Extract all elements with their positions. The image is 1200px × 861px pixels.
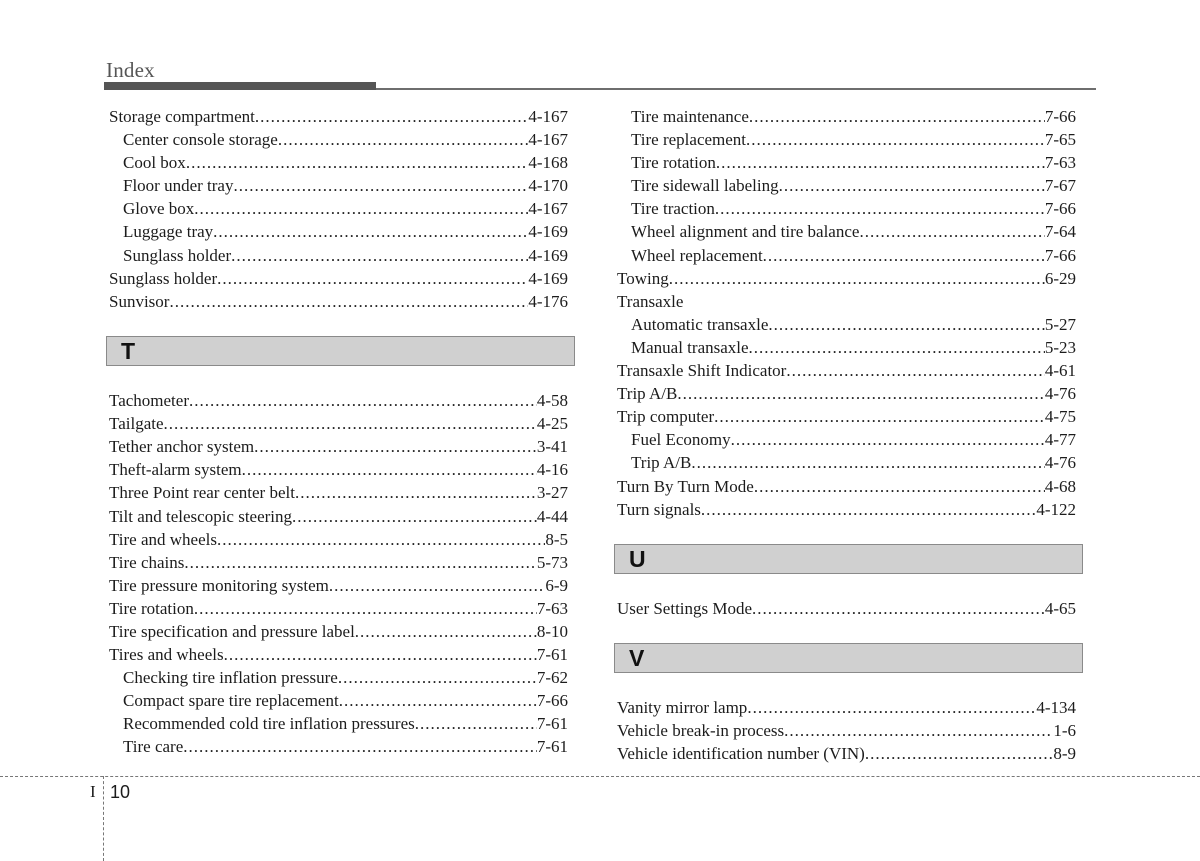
dot-leader [677, 382, 1045, 405]
entry-page-ref: 3-41 [536, 437, 568, 457]
dot-leader [768, 313, 1044, 336]
dot-leader [754, 475, 1045, 498]
entry-label: Turn signals [617, 499, 701, 519]
dot-leader [752, 597, 1045, 620]
entry-page-ref: 7-65 [1044, 130, 1076, 150]
index-subentry [614, 220, 1080, 243]
dot-leader [189, 389, 537, 412]
dot-leader [731, 428, 1045, 451]
index-entry [106, 389, 572, 412]
entry-page-ref: 4-169 [528, 222, 568, 242]
index-entry [614, 498, 1080, 521]
dot-leader [217, 528, 545, 551]
entry-label: Compact spare tire replacement [123, 691, 339, 711]
entry-page-ref: 7-66 [1044, 107, 1076, 126]
dot-leader [183, 735, 537, 758]
entry-label: Tire rotation [631, 153, 716, 173]
index-subentry [614, 105, 1080, 128]
dot-leader [859, 220, 1044, 243]
dot-leader [415, 712, 537, 735]
entry-page-ref: 4-65 [1044, 598, 1076, 618]
index-entry [106, 574, 572, 597]
entry-label: Vehicle identification number (VIN) [617, 744, 865, 764]
index-subentry [106, 666, 572, 689]
dot-leader [254, 435, 537, 458]
entry-page-ref: 1-6 [1053, 721, 1076, 741]
entry-page-ref: 8-10 [536, 621, 568, 641]
index-subentry [614, 197, 1080, 220]
entry-label: User Settings Mode [617, 598, 753, 618]
dot-leader [231, 244, 528, 267]
entry-label: Center console storage [123, 130, 278, 150]
entry-page-ref: 7-63 [1044, 153, 1076, 173]
dot-leader [749, 336, 1045, 359]
entry-page-ref: 4-75 [1044, 407, 1076, 427]
index-entry [106, 528, 572, 551]
entry-label: Trip A/B [631, 453, 692, 473]
entry-label: Tire specification and pressure label [109, 621, 355, 641]
entry-label: Manual transaxle [631, 337, 749, 357]
entry-page-ref: 7-61 [536, 737, 568, 757]
entry-page-ref: 7-67 [1044, 176, 1076, 196]
entry-page-ref: 4-167 [528, 199, 568, 219]
spacer [106, 366, 572, 389]
dot-leader [865, 742, 1054, 765]
entry-label: Tires and wheels [109, 645, 224, 665]
entry-page-ref: 7-66 [536, 691, 568, 711]
entry-label: Tilt and telescopic steering [109, 506, 293, 526]
entry-label: Wheel alignment and tire balance [631, 222, 860, 242]
entry-page-ref: 4-68 [1044, 476, 1076, 496]
entry-page-ref: 4-44 [536, 506, 568, 526]
dot-leader [779, 174, 1045, 197]
dot-leader [194, 597, 537, 620]
entry-label: Three Point rear center belt [109, 483, 295, 503]
entry-page-ref: 4-167 [528, 107, 568, 126]
index-subentry [614, 128, 1080, 151]
entry-page-ref: 7-66 [1044, 199, 1076, 219]
dot-leader [355, 620, 537, 643]
entry-label: Vehicle break-in process [617, 721, 785, 741]
index-entry [106, 458, 572, 481]
entry-page-ref: 3-27 [536, 483, 568, 503]
index-subentry [106, 244, 572, 267]
entry-label: Cool box [123, 153, 186, 173]
entry-label: Glove box [123, 199, 195, 219]
index-entry [106, 551, 572, 574]
dot-leader [169, 290, 528, 313]
dot-leader [217, 267, 528, 290]
entry-page-ref: 4-170 [528, 176, 568, 196]
index-entry [106, 643, 572, 666]
entry-page-ref: 8-9 [1053, 744, 1076, 764]
index-subentry [106, 689, 572, 712]
entry-label: Towing [617, 268, 669, 288]
index-subentry [106, 151, 572, 174]
entry-label: Tire care [123, 737, 184, 757]
entry-label: Recommended cold tire inflation pressures [123, 714, 415, 734]
entry-label: Checking tire inflation pressure [123, 668, 338, 688]
footer-section-letter: I [90, 782, 96, 801]
entry-page-ref: 6-9 [545, 575, 568, 595]
index-entry [106, 412, 572, 435]
entry-page-ref: 4-169 [528, 245, 568, 265]
entry-page-ref: 7-61 [536, 714, 568, 734]
spacer [614, 673, 1080, 696]
spacer [614, 574, 1080, 597]
entry-page-ref: 4-167 [528, 130, 568, 150]
entry-label: Tire rotation [109, 598, 194, 618]
entry-page-ref: 4-77 [1044, 430, 1076, 450]
dot-leader [292, 505, 537, 528]
entry-label: Luggage tray [123, 222, 214, 242]
section-header: V [614, 643, 1083, 673]
entry-label: Tire maintenance [631, 107, 749, 126]
entry-label: Tire sidewall labeling [631, 176, 779, 196]
entry-page-ref: 4-58 [536, 391, 568, 411]
index-subentry [614, 244, 1080, 267]
entry-page-ref: 5-27 [1044, 314, 1076, 334]
dot-leader [242, 458, 537, 481]
spacer [106, 313, 572, 336]
entry-page-ref: 4-169 [528, 268, 568, 288]
dot-leader [701, 498, 1036, 521]
index-entry [614, 475, 1080, 498]
dot-leader [716, 151, 1045, 174]
entry-page-ref: 4-76 [1044, 384, 1076, 404]
dot-leader [255, 105, 528, 128]
index-entry [614, 267, 1080, 290]
index-entry [614, 405, 1080, 428]
dot-leader [278, 128, 528, 151]
entry-page-ref: 8-5 [545, 529, 568, 549]
entry-label: Trip A/B [617, 384, 678, 404]
entry-label: Vanity mirror lamp [617, 698, 748, 718]
index-column-right [614, 105, 1080, 765]
index-entry [106, 290, 572, 313]
entry-label: Trip computer [617, 407, 715, 427]
entry-page-ref: 4-168 [528, 153, 568, 173]
index-entry [614, 742, 1080, 765]
page-title: Index [106, 58, 155, 82]
index-entry [106, 505, 572, 528]
entry-label: Automatic transaxle [631, 314, 769, 334]
entry-label: Wheel replacement [631, 245, 763, 265]
entry-page-ref: 4-16 [536, 460, 568, 480]
dot-leader [329, 574, 545, 597]
entry-label: Sunglass holder [123, 245, 232, 265]
dot-leader [691, 451, 1045, 474]
entry-page-ref: 4-122 [1036, 499, 1076, 519]
index-entry [106, 105, 572, 128]
dot-leader [164, 412, 537, 435]
entry-page-ref: 7-63 [536, 598, 568, 618]
dot-leader [224, 643, 537, 666]
entry-label: Fuel Economy [631, 430, 731, 450]
dot-leader [339, 689, 537, 712]
entry-page-ref: 4-25 [536, 414, 568, 434]
entry-label: Tether anchor system [109, 437, 255, 457]
dot-leader [194, 197, 528, 220]
entry-page-ref: 4-61 [1044, 361, 1076, 381]
index-subentry [106, 712, 572, 735]
entry-page-ref: 5-73 [536, 552, 568, 572]
dot-leader [184, 551, 536, 574]
dot-leader [295, 481, 537, 504]
entry-page-ref: 5-23 [1044, 337, 1076, 357]
dot-leader [749, 105, 1045, 128]
index-entry [614, 290, 1080, 313]
spacer [614, 521, 1080, 544]
entry-label: Tire chains [109, 552, 185, 572]
index-entry [106, 620, 572, 643]
index-subentry [106, 128, 572, 151]
index-subentry [614, 428, 1080, 451]
spacer [614, 620, 1080, 643]
footer-page-number: 10 [110, 782, 131, 802]
dot-leader [763, 244, 1045, 267]
section-header: U [614, 544, 1083, 574]
index-entry [614, 597, 1080, 620]
entry-label: Transaxle [617, 291, 684, 311]
header-rule-accent [104, 82, 376, 90]
footer-margin-line [103, 776, 104, 861]
entry-page-ref: 6-29 [1044, 268, 1076, 288]
index-entry [614, 382, 1080, 405]
entry-page-ref: 4-134 [1036, 698, 1076, 718]
index-subentry [106, 735, 572, 758]
entry-label: Sunvisor [109, 291, 170, 311]
index-entry [106, 597, 572, 620]
index-entry [614, 719, 1080, 742]
index-subentry [614, 151, 1080, 174]
entry-page-ref: 7-66 [1044, 245, 1076, 265]
entry-page-ref: 7-64 [1044, 222, 1076, 242]
dot-leader [338, 666, 537, 689]
index-entry [106, 435, 572, 458]
entry-page-ref: 7-62 [536, 668, 568, 688]
dot-leader [715, 197, 1045, 220]
index-subentry [106, 197, 572, 220]
entry-label: Tire traction [631, 199, 715, 219]
section-header: T [106, 336, 575, 366]
entry-label: Storage compartment [109, 107, 255, 126]
index-subentry [106, 220, 572, 243]
index-entry [106, 267, 572, 290]
dot-leader [747, 696, 1036, 719]
entry-page-ref: 7-61 [536, 645, 568, 665]
dot-leader [746, 128, 1045, 151]
index-subentry [614, 451, 1080, 474]
index-entry [614, 696, 1080, 719]
index-subentry [614, 336, 1080, 359]
index-column-left [106, 105, 572, 759]
entry-page-ref: 4-76 [1044, 453, 1076, 473]
entry-label: Tire and wheels [109, 529, 217, 549]
dot-leader [233, 174, 528, 197]
index-subentry [614, 174, 1080, 197]
index-entry [614, 359, 1080, 382]
entry-label: Sunglass holder [109, 268, 218, 288]
index-entry [106, 481, 572, 504]
entry-label: Tire pressure monitoring system [109, 575, 329, 595]
entry-label: Transaxle Shift Indicator [617, 361, 787, 381]
index-subentry [614, 313, 1080, 336]
entry-page-ref: 4-176 [528, 291, 568, 311]
entry-label: Floor under tray [123, 176, 234, 196]
dot-leader [669, 267, 1045, 290]
dot-leader [786, 359, 1044, 382]
dot-leader [714, 405, 1045, 428]
entry-label: Tachometer [109, 391, 189, 411]
dot-leader [186, 151, 529, 174]
entry-label: Tire replacement [631, 130, 747, 150]
dot-leader [213, 220, 528, 243]
footer-divider [0, 776, 1200, 777]
entry-label: Turn By Turn Mode [617, 476, 754, 496]
dot-leader [784, 719, 1053, 742]
entry-label: Tailgate [109, 414, 164, 434]
index-subentry [106, 174, 572, 197]
entry-label: Theft-alarm system [109, 460, 242, 480]
